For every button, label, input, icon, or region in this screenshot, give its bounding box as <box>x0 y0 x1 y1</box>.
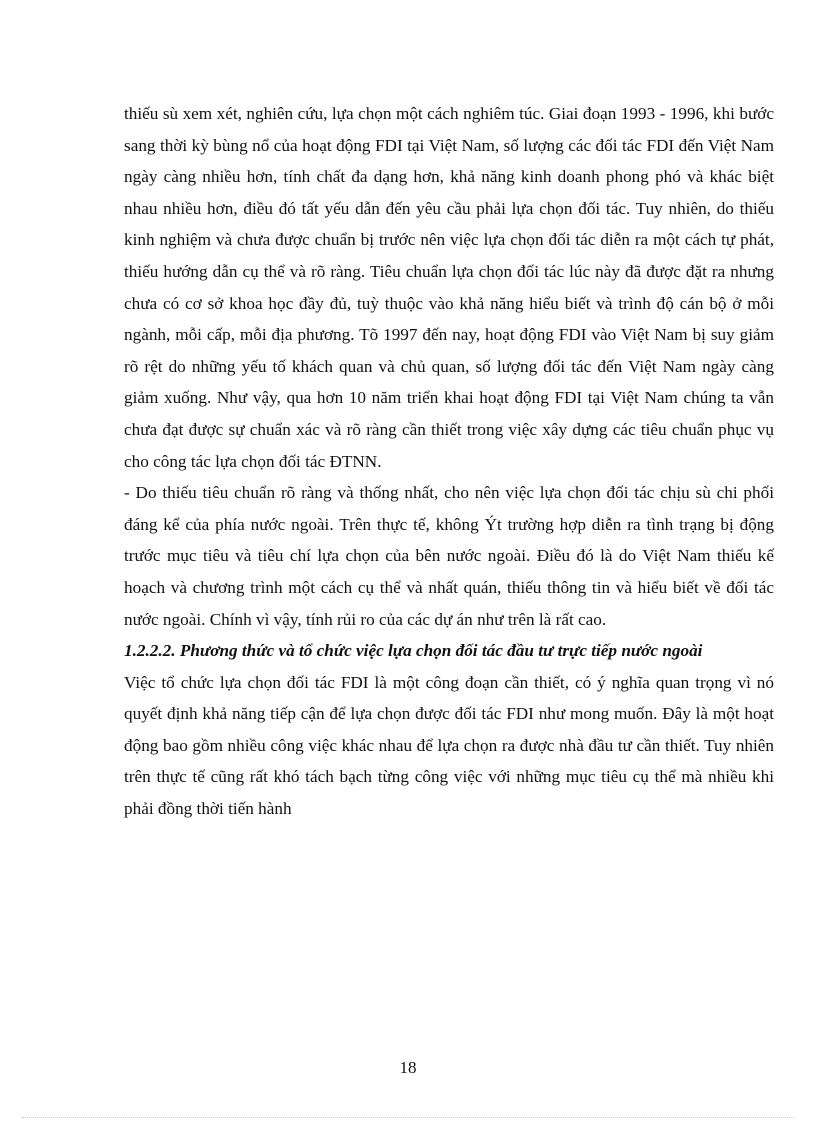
paragraph-partner-selection-history: thiếu sù xem xét, nghiên cứu, lựa chọn một cách nghiêm túc. Giai đoạn 1993 - 1996, khi bước sang thời kỳ bùng nổ của hoạt động FDI tại Việt Nam, số lượng các đối tác FDI đến Việt Nam ngày càng nhiều hơn, tính chất đa dạng hơn, khả năng kinh doanh phong phó và khác biệt nhau nhiều hơn, điều đó tất yếu dẫn đến yêu cầu phải lựa chọn đối tác. Tuy nhiên, do thiếu kinh nghiệm và chưa được chuẩn bị trước nên việc lựa chọn đối tác diễn ra một cách tự phát, thiếu hướng dẫn cụ thể và rõ ràng. Tiêu chuẩn lựa chọn đối tác lúc này đã được đặt ra nhưng chưa có cơ sở khoa học đầy đủ, tuỳ thuộc vào khả năng hiểu biết và trình độ cán bộ ở mỗi ngành, mỗi cấp, mỗi địa phương. Tõ 1997 đến nay, hoạt động FDI vào Việt Nam bị suy giảm rõ rệt do những yếu tố khách quan và chủ quan, số lượng đối tác đến Việt Nam ngày càng giảm xuống. Như vậy, qua hơn 10 năm triển khai hoạt động FDI tại Việt Nam chúng ta vẫn chưa đạt được sự chuẩn xác và rõ ràng cần thiết trong việc xây dựng các tiêu chuẩn phục vụ cho công tác lựa chọn đối tác ĐTNN. <box>124 104 774 471</box>
paragraph-organization: Việc tổ chức lựa chọn đối tác FDI là một công đoạn cần thiết, có ý nghĩa quan trọng vì nó quyết định khả năng tiếp cận để lựa chọn được đối tác FDI như mong muốn. Đây là một hoạt động bao gồm nhiều công việc khác nhau để lựa chọn ra được nhà đầu tư cần thiết. Tuy nhiên trên thực tế cũng rất khó tách bạch từng công việc với những mục tiêu cụ thể mà nhiều khi phải đồng thời tiến hành <box>124 672 774 819</box>
body-text <box>124 98 774 825</box>
page-number: 18 <box>399 1058 417 1077</box>
section-heading: 1.2.2.2. Phương thức và tổ chức việc lựa chọn đối tác đầu tư trực tiếp nước ngoài <box>124 641 703 661</box>
paragraph-foreign-dominance: - Do thiếu tiêu chuẩn rõ ràng và thống nhất, cho nên việc lựa chọn đối tác chịu sù chi phối đáng kể của phía nước ngoài. Trên thực tế, không Ýt trường hợp diễn ra tình trạng bị động trước mục tiêu và tiêu chí lựa chọn của bên nước ngoài. Điều đó là do Việt Nam thiếu kế hoạch và chương trình một cách cụ thể và nhất quán, thiếu thông tin và hiểu biết về đối tác nước ngoài. Chính vì vậy, tính rủi ro của các dự án như trên là rất cao. <box>124 483 774 629</box>
page-bottom-divider <box>22 1117 794 1118</box>
